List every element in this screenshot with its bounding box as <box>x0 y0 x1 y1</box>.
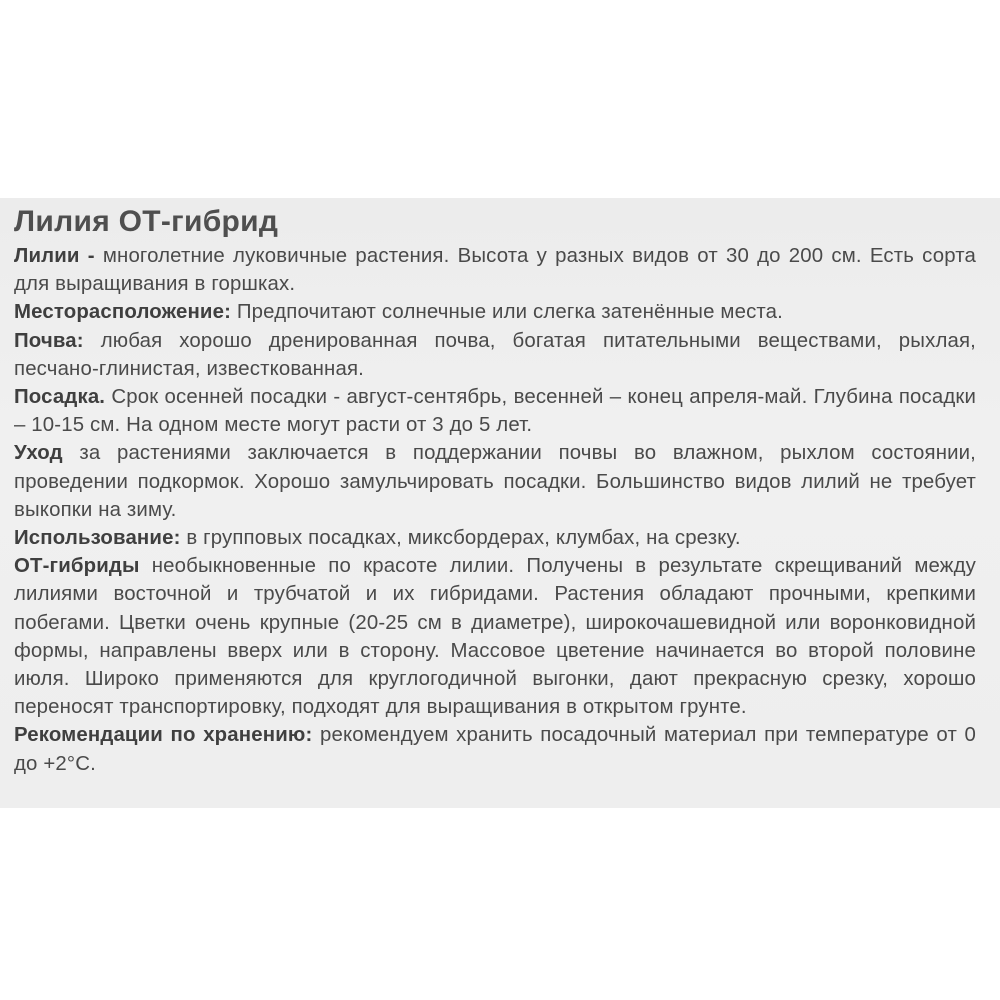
background-bottom <box>0 808 1000 1000</box>
paragraph-label: Почва: <box>14 329 84 352</box>
paragraph-label: Лилии - <box>14 245 95 267</box>
paragraph-label: Использование: <box>14 527 181 550</box>
document-title: Лилия ОТ-гибрид <box>14 205 279 238</box>
paragraph-care <box>14 439 976 524</box>
paragraph-text: Срок осенней посадки - август-сентябрь, весенней – конец апреля-май. Глубина посадки – 10-15 см. На одном месте могут расти от 3 до 5 лет. <box>14 386 976 437</box>
paragraph-label: ОТ-гибриды <box>14 555 140 578</box>
paragraph-text: любая хорошо дренированная почва, богатая питательными веществами, рыхлая, песчано-глинистая, известкованная. <box>14 329 976 380</box>
paragraph-text: необыкновенные по красоте лилии. Получены в результате скрещиваний между лилиями восточной и трубчатой и их гибридами. Растения обладают прочными, крепкими побегами. Цветки очень крупные (20-25 см в диаметре), широкочашевидной или воронковидной формы, направлены вверх или в сторону. Массовое цветение начинается во второй половине июля. Широко применяются для круглогодичной выгонки, дают прекрасную срезку, хорошо переносят транспортировку, подходят для выращивания в открытом грунте. <box>14 555 976 719</box>
paragraph-ot-hybrids <box>14 552 976 721</box>
background-top <box>0 0 1000 198</box>
paragraph-label: Месторасположение: <box>14 301 232 324</box>
paragraph-lilies <box>14 242 976 298</box>
label-text-block <box>14 204 976 778</box>
paragraph-text: рекомендуем хранить посадочный материал при температуре от 0 до +2°С. <box>14 724 976 775</box>
paragraph-text: многолетние луковичные растения. Высота у разных видов от 30 до 200 см. Есть сорта для выращивания в горшках. <box>14 245 977 296</box>
paragraph-soil <box>14 327 976 383</box>
paragraph-usage <box>14 524 976 552</box>
paragraph-location <box>14 298 976 326</box>
paragraph-label: Посадка. <box>14 386 106 409</box>
paragraph-storage <box>14 721 976 777</box>
paragraph-text: в групповых посадках, миксбордерах, клумбах, на срезку. <box>180 527 741 550</box>
paragraph-label: Рекомендации по хранению: <box>14 724 313 747</box>
paragraph-text: Предпочитают солнечные или слегка затенённые места. <box>231 301 783 324</box>
paragraph-planting <box>14 383 976 439</box>
paragraph-label: Уход <box>14 442 63 465</box>
paragraph-text: за растениями заключается в поддержании почвы во влажном, рыхлом состоянии, проведении подкормок. Хорошо замульчировать посадки. Большинство видов лилий не требует выкопки на зиму. <box>14 442 976 521</box>
